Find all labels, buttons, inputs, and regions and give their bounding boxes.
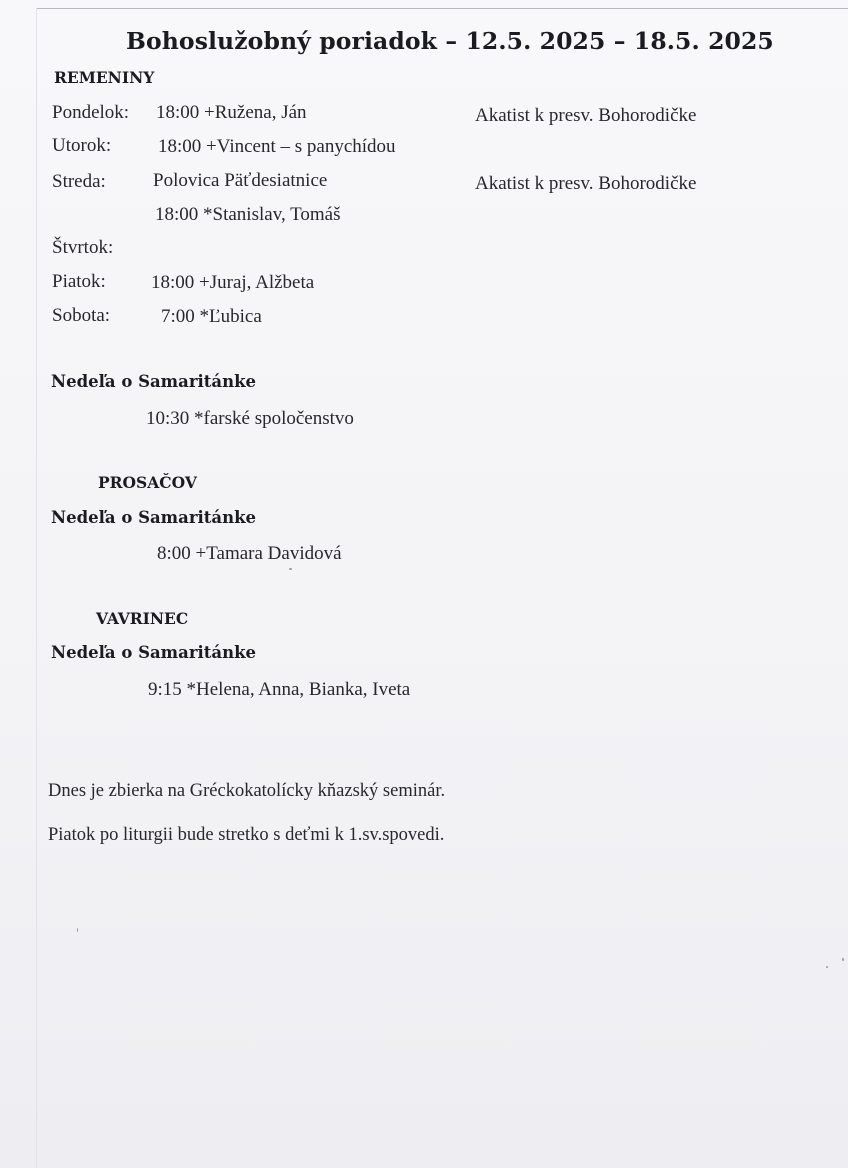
schedule-entry-utorok: 18:00 +Vincent – s panychídou <box>158 136 396 157</box>
sunday-entry-remeniny: 10:30 *farské spoločenstvo <box>146 408 354 429</box>
scan-speck <box>289 568 292 570</box>
section-heading-vavrinec: VAVRINEC <box>96 609 189 628</box>
day-label-stvrtok: Štvrtok: <box>52 237 114 258</box>
section-heading-prosacov: PROSAČOV <box>98 473 197 492</box>
sunday-label-vavrinec: Nedeľa o Samaritánke <box>51 643 257 662</box>
day-label-piatok: Piatok: <box>52 271 106 292</box>
day-label-utorok: Utorok: <box>52 135 112 156</box>
sunday-label-prosacov: Nedeľa o Samaritánke <box>51 508 257 527</box>
sunday-entry-vavrinec: 9:15 *Helena, Anna, Bianka, Iveta <box>148 679 411 700</box>
schedule-extra-streda: Akatist k presv. Bohorodičke <box>475 173 697 194</box>
scan-speck <box>826 966 828 968</box>
announcement-collection: Dnes je zbierka na Gréckokatolícky kňazský seminár. <box>48 781 446 801</box>
scan-edge-left <box>36 8 37 1168</box>
sunday-entry-prosacov: 8:00 +Tamara Davidová <box>157 543 342 564</box>
day-label-streda: Streda: <box>52 171 106 192</box>
scan-speck <box>77 928 78 932</box>
schedule-entry-streda: Polovica Päťdesiatnice <box>153 170 328 191</box>
schedule-extra-pondelok: Akatist k presv. Bohorodičke <box>475 105 697 126</box>
sunday-label-remeniny: Nedeľa o Samaritánke <box>51 372 257 391</box>
schedule-entry-piatok: 18:00 +Juraj, Alžbeta <box>151 272 315 293</box>
schedule-entry-pondelok: 18:00 +Ružena, Ján <box>156 102 307 123</box>
schedule-entry-sobota: 7:00 *Ľubica <box>161 306 262 327</box>
day-label-pondelok: Pondelok: <box>52 102 130 123</box>
section-heading-remeniny: REMENINY <box>54 68 155 87</box>
scan-edge-top <box>36 8 848 9</box>
scan-speck <box>842 958 844 961</box>
announcement-children-meeting: Piatok po liturgii bude stretko s deťmi k 1.sv.spovedi. <box>48 825 445 845</box>
day-label-sobota: Sobota: <box>52 305 111 326</box>
page-title: Bohoslužobný poriadok – 12.5. 2025 – 18.5. 2025 <box>126 27 774 55</box>
schedule-entry-streda-2: 18:00 *Stanislav, Tomáš <box>155 204 341 225</box>
